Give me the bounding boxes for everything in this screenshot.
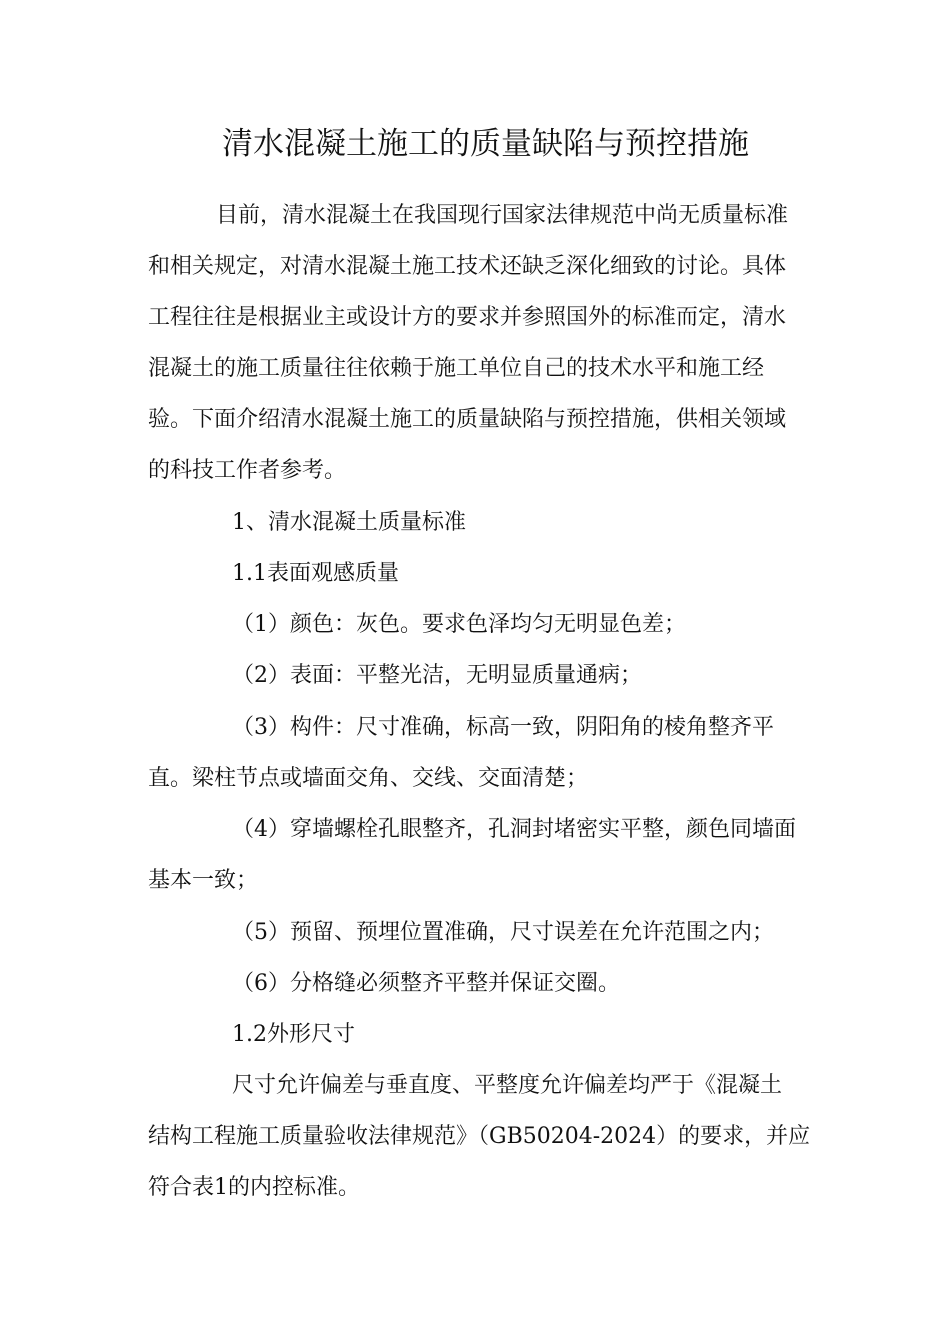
paragraph-line: 目前，清水混凝土在我国现行国家法律规范中尚无质量标准: [216, 203, 789, 228]
paragraph-line: 符合表1的内控标准。: [148, 1175, 360, 1200]
paragraph-line: 混凝土的施工质量往往依赖于施工单位自己的技术水平和施工经: [148, 356, 765, 381]
subsection-heading: 1.1表面观感质量: [232, 561, 399, 586]
list-item: （5）预留、预埋位置准确，尺寸误差在允许范围之内；: [232, 920, 774, 945]
list-item: （3）构件：尺寸准确，标高一致，阴阳角的棱角整齐平: [232, 715, 774, 740]
list-item: （4）穿墙螺栓孔眼整齐，孔洞封堵密实平整，颜色同墙面: [232, 817, 796, 842]
list-item: （1）颜色：灰色。要求色泽均匀无明显色差；: [232, 612, 686, 637]
paragraph-line: 尺寸允许偏差与垂直度、平整度允许偏差均严于《混凝土: [232, 1073, 783, 1098]
list-item: （2）表面：平整光洁，无明显质量通病；: [232, 663, 642, 688]
list-item-continuation: 基本一致；: [148, 868, 259, 893]
section-heading: 1、清水混凝土质量标准: [232, 510, 466, 535]
paragraph-line: 和相关规定，对清水混凝土施工技术还缺乏深化细致的讨论。具体: [148, 254, 787, 279]
subsection-heading: 1.2外形尺寸: [232, 1022, 355, 1047]
list-item-continuation: 直。梁柱节点或墙面交角、交线、交面清楚；: [148, 766, 589, 791]
paragraph-line: 的科技工作者参考。: [148, 458, 347, 483]
paragraph-line: 结构工程施工质量验收法律规范》（GB50204-2024）的要求，并应: [148, 1124, 811, 1149]
list-item: （6）分格缝必须整齐平整并保证交圈。: [232, 971, 620, 996]
document-title: 清水混凝土施工的质量缺陷与预控措施: [222, 126, 749, 162]
paragraph-line: 验。下面介绍清水混凝土施工的质量缺陷与预控措施，供相关领域: [148, 407, 787, 432]
paragraph-line: 工程往往是根据业主或设计方的要求并参照国外的标准而定，清水: [148, 305, 787, 330]
